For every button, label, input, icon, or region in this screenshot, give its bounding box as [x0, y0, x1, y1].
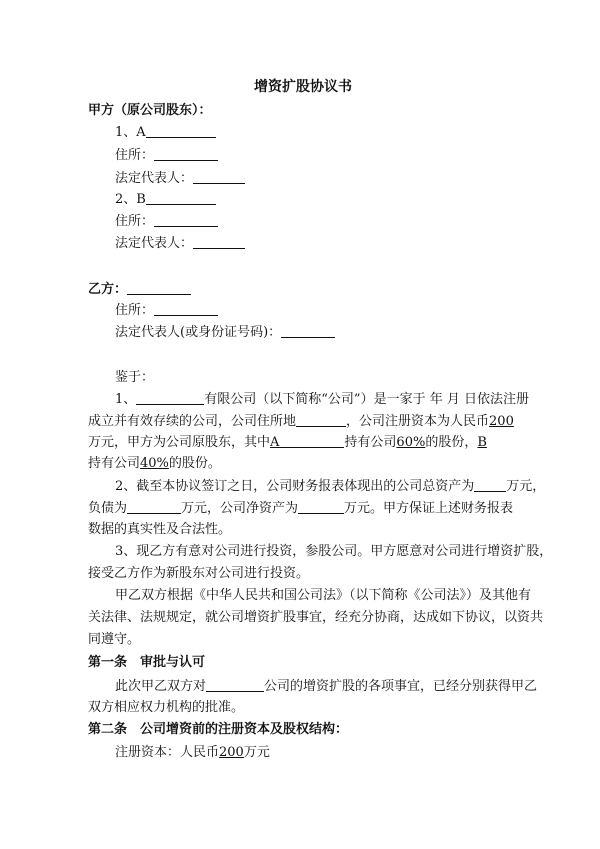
recital-4-line-2: 关法律、法规规定，就公司增资扩股事宜，经充分协商，达成如下协议，以资共 [88, 610, 544, 625]
recital-3-line-1: 3、现乙方有意对公司进行投资，参股公司。甲方愿意对公司进行增资扩股， [115, 544, 553, 559]
blank-line [154, 302, 218, 316]
party-a-shareholder-2: 2、B [115, 191, 216, 208]
party-a-shareholder-1-address: 住所： [115, 147, 218, 164]
document-title: 增资扩股协议书 [254, 79, 352, 95]
blank-line [146, 191, 216, 205]
article-1-line-2: 双方相应权力机构的批准。 [88, 700, 245, 715]
blank-line [146, 124, 216, 138]
recital-1-line-1: 1、 有限公司（以下简称“公司”）是一家于 年 月 日依法注册 [115, 392, 529, 407]
party-a-heading: 甲方（原公司股东）： [88, 103, 212, 118]
recital-2-line-1: 2、截至本协议签订之日，公司财务报表体现出的公司总资产为 万元， [115, 479, 546, 494]
article-1-heading: 第一条 审批与认可 [88, 655, 206, 670]
blank-line [136, 391, 204, 405]
recital-1-line-3: 万元，甲方为公司原股东，其中A 持有公司60%的股份，B [88, 435, 487, 450]
blank-line [154, 147, 218, 161]
recital-2-line-2: 负债为 万元，公司净资产为 万元。甲方保证上述财务报表 [88, 501, 514, 516]
blank-line [127, 281, 191, 295]
recital-1-line-4: 持有公司40%的股份。 [88, 456, 221, 471]
blank-line [279, 434, 344, 448]
blank-line [127, 500, 181, 514]
recital-4-line-3: 同遵守。 [88, 632, 141, 647]
blank-line [474, 478, 506, 492]
party-a-shareholder-1: 1、A [115, 124, 216, 141]
blank-line [296, 413, 346, 427]
blank-line [193, 235, 245, 249]
party-a-shareholder-2-address: 住所： [115, 213, 218, 230]
party-a-shareholder-1-representative: 法定代表人： [115, 170, 245, 187]
blank-line [206, 678, 264, 692]
party-b-heading: 乙方： [88, 281, 191, 298]
blank-line [281, 324, 335, 338]
recital-2-line-3: 数据的真实性及合法性。 [88, 522, 232, 537]
recital-4-line-1: 甲乙双方根据《中华人民共和国公司法》（以下简称《公司法》）及其他有 [115, 588, 532, 603]
blank-line [193, 170, 245, 184]
recitals-intro: 鉴于： [115, 370, 155, 385]
article-1-line-1: 此次甲乙双方对 公司的增资扩股的各项事宜，已经分别获得甲乙 [115, 679, 538, 694]
party-b-address: 住所： [115, 302, 218, 319]
recital-3-line-2: 接受乙方作为新股东对公司进行投资。 [88, 566, 310, 581]
recital-1-line-2: 成立并有效存续的公司，公司住所地 ，公司注册资本为人民币200 [88, 414, 514, 429]
article-2-heading: 第二条 公司增资前的注册资本及股权结构： [88, 722, 349, 737]
blank-line [298, 500, 344, 514]
party-a-shareholder-2-representative: 法定代表人： [115, 235, 245, 252]
article-2-line-1: 注册资本：人民币200万元 [115, 745, 270, 760]
party-b-representative: 法定代表人(或身份证号码)： [115, 324, 335, 341]
blank-line [154, 213, 218, 227]
